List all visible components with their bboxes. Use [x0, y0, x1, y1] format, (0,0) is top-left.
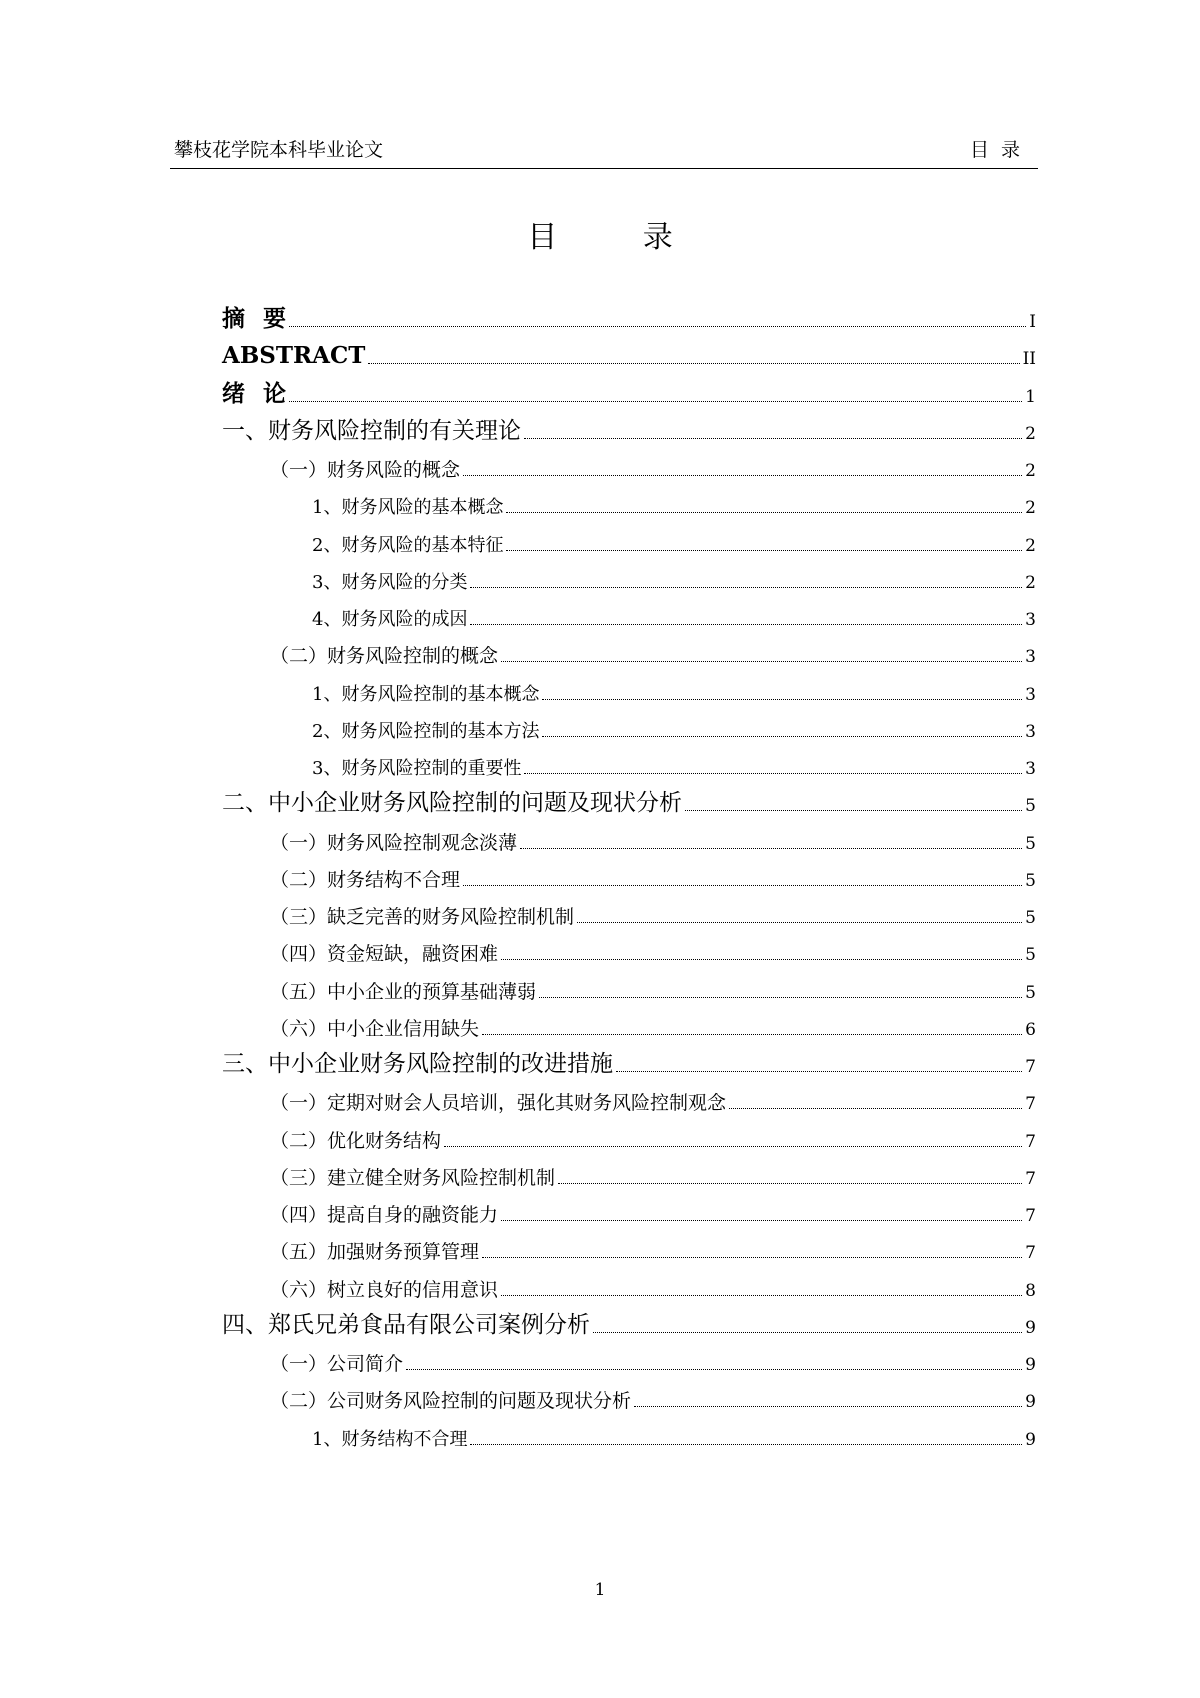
dot-leader: [616, 1071, 1022, 1072]
dot-leader: [406, 1369, 1022, 1370]
page-title: 目 录: [527, 220, 711, 255]
dot-leader: [634, 1406, 1022, 1407]
dot-leader: [470, 587, 1022, 588]
toc-entry-page: 2: [1025, 423, 1036, 444]
page-number: 1: [594, 1580, 606, 1600]
dot-leader: [289, 326, 1026, 327]
dot-leader: [539, 997, 1022, 998]
dot-leader: [729, 1108, 1022, 1109]
toc-entry[interactable]: [222, 1008, 1036, 1042]
toc-entry[interactable]: [222, 747, 1036, 781]
toc-entry-label: （五）加强财务预算管理: [270, 1241, 480, 1264]
toc-entry[interactable]: [222, 673, 1036, 707]
toc-entry-label: 绪论: [222, 379, 286, 407]
dot-leader: [593, 1332, 1022, 1333]
toc-entry-page: 7: [1025, 1243, 1036, 1264]
toc-entry[interactable]: [222, 784, 1036, 818]
toc-entry-page: 3: [1025, 721, 1036, 742]
toc-entry[interactable]: [222, 300, 1036, 334]
toc-entry-label: （四）资金短缺，融资困难: [270, 943, 499, 966]
toc-entry-page: 3: [1025, 684, 1036, 705]
toc-entry-page: II: [1022, 349, 1036, 370]
toc-entry-page: 7: [1025, 1057, 1036, 1077]
toc-entry-page: 5: [1025, 908, 1036, 928]
dot-leader: [470, 624, 1022, 625]
dot-leader: [470, 1444, 1022, 1445]
toc-entry-label: （二）优化财务结构: [270, 1129, 442, 1152]
toc-entry-page: 8: [1025, 1280, 1036, 1301]
toc-entry-page: 7: [1025, 1206, 1036, 1226]
toc-entry-label: 摘要: [222, 305, 286, 332]
dot-leader: [524, 773, 1022, 774]
toc-entry-label: （三）缺乏完善的财务风险控制机制: [270, 906, 575, 928]
toc-entry-page: 9: [1025, 1355, 1036, 1375]
toc-entry[interactable]: [222, 710, 1036, 744]
running-header: [170, 138, 1038, 168]
toc-entry[interactable]: [222, 635, 1036, 669]
toc-entry-page: 7: [1025, 1131, 1036, 1152]
dot-leader: [463, 885, 1022, 886]
toc-entry-label: 2、财务风险控制的基本方法: [312, 720, 540, 742]
toc-entry-label: （五）中小企业的预算基础薄弱: [270, 980, 537, 1003]
toc-entry-page: 6: [1025, 1019, 1036, 1040]
toc-entry-label: ABSTRACT: [222, 342, 366, 370]
toc-entry[interactable]: [222, 1306, 1036, 1340]
toc-entry-page: 5: [1025, 833, 1036, 854]
toc-entry-page: 3: [1025, 647, 1036, 668]
dot-leader: [482, 1257, 1022, 1258]
toc-entry-label: （四）提高自身的融资能力: [270, 1204, 499, 1226]
toc-entry-page: 9: [1025, 1392, 1036, 1413]
dot-leader: [542, 699, 1022, 700]
toc-entry[interactable]: [222, 486, 1036, 520]
toc-entry[interactable]: [222, 1194, 1036, 1228]
toc-entry-page: 3: [1025, 610, 1036, 630]
dot-leader: [501, 661, 1022, 662]
dot-leader: [501, 1295, 1022, 1296]
toc-entry-label: （一）公司简介: [270, 1353, 404, 1375]
header-thesis-title: 攀枝花学院本科毕业论文: [174, 139, 384, 161]
toc-entry-label: 三、中小企业财务风险控制的改进措施: [222, 1051, 613, 1077]
toc-entry-page: I: [1029, 312, 1036, 332]
dot-leader: [506, 512, 1022, 513]
header-divider: [170, 168, 1038, 169]
toc-entry-page: 5: [1025, 945, 1036, 966]
toc-entry-label: （二）财务风险控制的概念: [270, 645, 499, 668]
toc-entry-label: 一、财务风险控制的有关理论: [222, 417, 521, 444]
toc-entry-page: 1: [1025, 386, 1036, 407]
toc-entry[interactable]: [222, 1269, 1036, 1303]
toc-entry-label: 3、财务风险控制的重要性: [312, 758, 522, 779]
toc-entry[interactable]: [222, 1045, 1036, 1079]
toc-entry-page: 5: [1025, 982, 1036, 1003]
toc-entry-label: （一）财务风险的概念: [270, 459, 461, 481]
toc-entry-label: 2、财务风险的基本特征: [312, 534, 504, 556]
toc-entry-page: 3: [1025, 759, 1036, 779]
toc-entry[interactable]: [222, 1343, 1036, 1377]
dot-leader: [482, 1034, 1022, 1035]
toc-entry-label: （六）树立良好的信用意识: [270, 1278, 499, 1301]
toc-entry[interactable]: [222, 598, 1036, 632]
toc-entry-label: 1、财务风险控制的基本概念: [312, 683, 540, 705]
toc-entry-page: 5: [1025, 796, 1036, 817]
toc-entry-label: 3、财务风险的分类: [312, 571, 468, 593]
toc-entry-page: 7: [1025, 1094, 1036, 1115]
toc-entry[interactable]: [222, 449, 1036, 483]
toc-entry[interactable]: [222, 1418, 1036, 1452]
toc-entry-label: （一）财务风险控制观念淡薄: [270, 831, 518, 854]
dot-leader: [501, 1220, 1022, 1221]
toc-entry-label: 4、财务风险的成因: [312, 609, 468, 630]
toc-entry[interactable]: [222, 1231, 1036, 1265]
toc-entry[interactable]: [222, 1120, 1036, 1154]
toc-entry-label: （二）财务结构不合理: [270, 868, 461, 891]
toc-entry[interactable]: [222, 1082, 1036, 1116]
toc-entry[interactable]: [222, 412, 1036, 446]
toc-entry-page: 7: [1025, 1168, 1036, 1189]
toc-entry[interactable]: [222, 524, 1036, 558]
dot-leader: [685, 810, 1022, 811]
toc-entry-page: 5: [1025, 870, 1036, 891]
toc-entry-page: 9: [1025, 1429, 1036, 1450]
toc-entry[interactable]: [222, 896, 1036, 930]
dot-leader: [520, 848, 1022, 849]
toc-entry[interactable]: [222, 859, 1036, 893]
dot-leader: [368, 363, 1019, 364]
toc-entry-label: 二、中小企业财务风险控制的问题及现状分析: [222, 790, 682, 817]
dot-leader: [501, 959, 1022, 960]
toc-entry[interactable]: [222, 1157, 1036, 1191]
dot-leader: [524, 438, 1022, 439]
toc-entry[interactable]: [222, 1380, 1036, 1414]
dot-leader: [558, 1183, 1022, 1184]
dot-leader: [444, 1146, 1022, 1147]
toc-entry-label: 四、郑氏兄弟食品有限公司案例分析: [222, 1311, 590, 1338]
dot-leader: [542, 736, 1022, 737]
toc-entry-page: 2: [1025, 572, 1036, 593]
toc-entry-label: （六）中小企业信用缺失: [270, 1017, 480, 1040]
dot-leader: [577, 922, 1022, 923]
toc-entry-label: 1、财务结构不合理: [312, 1428, 468, 1450]
toc-entry[interactable]: [222, 933, 1036, 967]
toc-entry-label: 1、财务风险的基本概念: [312, 497, 504, 519]
dot-leader: [289, 401, 1022, 402]
toc-entry[interactable]: [222, 971, 1036, 1005]
dot-leader: [463, 475, 1022, 476]
dot-leader: [506, 550, 1022, 551]
header-section-name: 目录: [969, 139, 1032, 161]
toc-entry[interactable]: [222, 375, 1036, 409]
toc-entry-page: 2: [1025, 535, 1036, 556]
toc-entry[interactable]: [222, 337, 1036, 371]
toc-entry-page: 2: [1025, 461, 1036, 481]
toc-entry-label: （二）公司财务风险控制的问题及现状分析: [270, 1390, 632, 1413]
toc-entry[interactable]: [222, 822, 1036, 856]
toc-entry-label: （一）定期对财会人员培训，强化其财务风险控制观念: [270, 1092, 727, 1115]
toc-entry[interactable]: [222, 561, 1036, 595]
toc-entry-label: （三）建立健全财务风险控制机制: [270, 1166, 556, 1189]
toc-entry-page: 9: [1025, 1317, 1036, 1338]
toc-entry-page: 2: [1025, 498, 1036, 519]
